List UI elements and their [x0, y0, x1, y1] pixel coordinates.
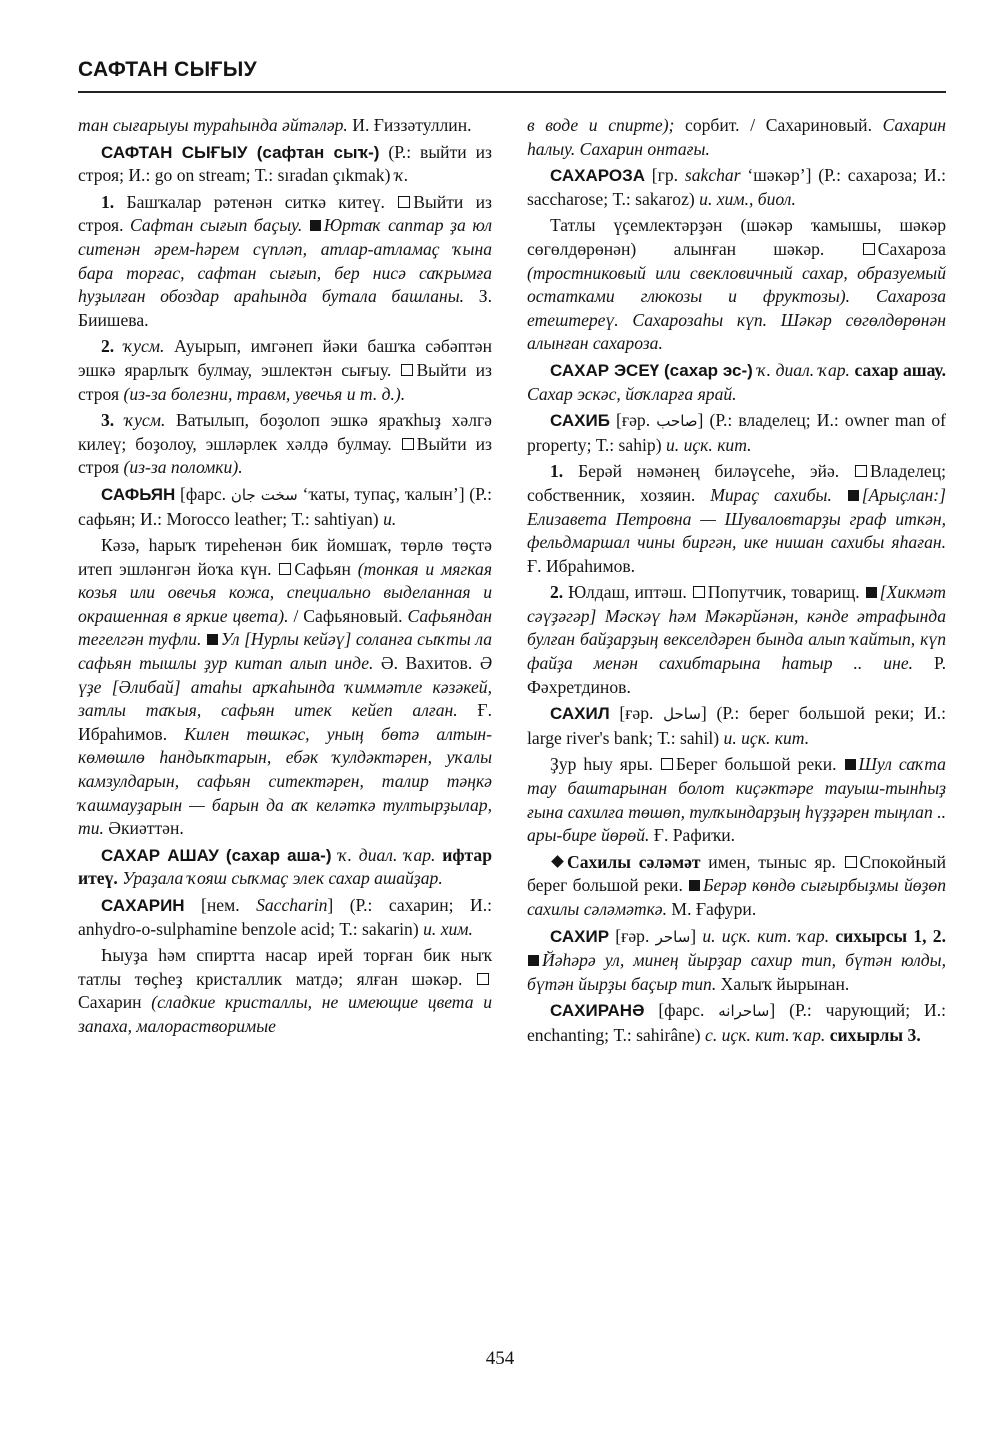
entry-sakhil: САХИЛ [ғәр. ساحل] (Р.: берег большой реки; И.: large river's bank; Т.: sahil) и. иҫк. кит.: [527, 703, 946, 748]
entry-continuation: тан сығарыуы тураһында әйтәләр. И. Ғиззәтуллин.: [78, 115, 472, 135]
definition-sakhil: Ҙур һыу яры. Берег большой реки. Шул саҡта тау баштарынан болот киҫәктәре тауыш-тынһыҙ ғына сахилға төшөп, тулҡындарҙың һүҙҙәрен тыңлап .. ары-бире йөрөй. Ғ. Рафиҡи.: [527, 754, 946, 846]
hollow-square-icon: [402, 438, 414, 450]
headword: САХАР ЭСЕҮ (сахар эс-): [550, 360, 753, 380]
definition-sakharoza: Татлы үҫемлектәрҙән (шәкәр ҡамышы, шәкәр сөгөлдөрөнән) алынған шәкәр. Сахароза (тростниковый или свекловичный сахар, образуемый остатками глюкозы и фруктозы). Сахароза етештереү. Сахарозаһы күп. Шәкәр сөгөлдөрөнән алынған сахароза.: [527, 215, 946, 354]
hollow-square-icon: [279, 563, 291, 575]
entry-sakhir: САХИР [ғәр. ساحر] и. иҫк. кит. ҡар. сихырсы 1, 2. Йәһәрә ул, минең йырҙар сахир тип, бүтән юлды, бүтән йырҙы баҫыр тип. Халыҡ йырынан.: [527, 925, 946, 994]
hollow-square-icon: [845, 856, 857, 868]
running-head: САФТАН СЫҒЫУ: [78, 58, 257, 81]
arabic-etymon: ساحرانه: [718, 1002, 770, 1021]
filled-square-icon: [866, 587, 877, 598]
page-number: 454: [485, 1348, 515, 1369]
phrase-sakhily-salamat: Сахилы сәләмәт имен, тыныс яр. Спокойный берег большой реки. Берәр көндө сығырбыҙмы йөҙөп сахилы сәләмәткә. М. Ғафури.: [527, 851, 946, 919]
definition-sakharin: Һыуҙа һәм спиртта насар ирей торған бик ныҡ татлы төҫһеҙ кристаллик матдә; ялған шәкәр. Сахарин (сладкие кристаллы, не имеющие цвета и запаха, малорастворимые: [78, 945, 492, 1036]
header-rule: [78, 91, 946, 93]
definition-continuation: в воде и спирте); сорбит. / Сахариновый. Сахарин һалыу. Сахарин онтағы.: [527, 115, 946, 159]
hollow-square-icon: [863, 243, 875, 255]
entry-sakharin: САХАРИН [нем. Saccharin] (Р.: сахарин; И.: anhydro-o-sulphamine benzole acid; Т.: sakarin) и. хим.: [78, 895, 492, 939]
sense-1: 1. Берәй нәмәнең биләүсеһе, эйә. Владелец; собственник, хозяин. Мираҫ сахибы. [Арыҫлан:] Елизавета Петровна — Шуваловтарҙы граф иткән, фельдмаршал чины биргән, ике нишан сахибы яһаған. Ғ. Ибраһимов.: [527, 461, 946, 576]
hollow-square-icon: [693, 586, 705, 598]
sense-1: 1. Башҡалар рәтенән ситкә китеү. Выйти из строя. Сафтан сығып баҫыу. Юртаҡ саптар ҙа юл ситенән әрем-һәрем сүпләп, атлар-атламаҫ ҡына бара торғас, сафтан сығып, бер нисә саҡрымға һуҙылған обоздар араһында бутала башланы. З. Биишева.: [78, 191, 493, 330]
headword: САФТАН СЫҒЫУ (сафтан сыҡ-): [101, 142, 380, 162]
entry-safyan: САФЬЯН [фарс. سخت جان ‘ҡаты, тупаҫ, ҡалын’] (Р.: сафьян; И.: Morocco leather; Т.: sahtiyan) и.: [78, 483, 493, 529]
filled-square-icon: [845, 759, 856, 770]
filled-square-icon: [689, 880, 700, 891]
entry-sakhar-ashau: САХАР АШАУ (сахар аша-) ҡ. диал. ҡар. ифтар итеү. Ураҙала ҡояш сыҡмаҫ элек сахар ашайҙар.: [78, 844, 492, 889]
left-column: [78, 114, 492, 1042]
entry-sakhirana: САХИРАНӘ [фарс. ساحرانه] (Р.: чарующий; И.: enchanting; Т.: sahirâne) с. иҫк. кит. ҡар. сихырлы 3.: [527, 1000, 946, 1045]
hollow-square-icon: [401, 364, 413, 376]
sense-2: 2. Юлдаш, иптәш. Попутчик, товарищ. [Хикмәт сәүҙәгәр] Мәскәү һәм Мәкәрйәнән, кәнде әтрафында булған байҙарҙың векселдәрен бында алып ҡайтып, күп файҙа менән сахибтарына һатыр .. ине. Р. Фәхретдинов.: [527, 582, 946, 697]
entry-sakharoza: САХАРОЗА [гр. sakchar ‘шәкәр’] (Р.: сахароза; И.: saccharose; Т.: sakaroz) и. хим., биол.: [527, 165, 946, 209]
arabic-etymon: صاحب: [656, 412, 698, 431]
hollow-square-icon: [398, 196, 410, 208]
right-column: [527, 114, 946, 1051]
sense-2: 2. ҡусм. Ауырып, имгәнеп йәки башҡа сәбәптән эшкә ярарлыҡ булмау, эшлектән сығыу. Выйти из строя (из-за болезни, травм, увечья и т. д.).: [78, 336, 492, 404]
entry-saftan-syghyu: САФТАН СЫҒЫУ (сафтан сыҡ-) (Р.: выйти из строя; И.: go on stream; Т.: sıradan çıkmak) ҡ.: [78, 141, 492, 186]
entry-sakhar-eseu: САХАР ЭСЕҮ (сахар эс-) ҡ. диал. ҡар. сахар ашау. Сахар эскәс, йоҡларға ярай.: [527, 359, 946, 404]
headword: САХИРАНӘ: [550, 1001, 645, 1021]
sense-3: 3. ҡусм. Ватылып, боҙолоп эшкә яраҡһыҙ хәлгә килеү; боҙолоу, эшләрлек хәлдә булмау. Выйти из строя (из-за поломки).: [78, 410, 492, 478]
filled-square-icon: [310, 220, 321, 231]
headword: САХИБ: [550, 411, 610, 431]
arabic-etymon: ساحر: [655, 927, 691, 946]
definition-safyan: Кәзә, һарыҡ тиреһенән бик йомшаҡ, төрлө төҫтә итеп эшләнгән йоҡа күн. Сафьян (тонкая и мягкая козья или овечья кожа, специально выделанная и окрашенная в яркие цвета). / Сафьяновый. Сафьяндан тегелгән туфли. Ул [Нурлы кейәү] соланға сыҡты ла сафьян тышлы ҙур китап алып инде. Ә. Вахитов. Ә үҙе [Әлибай] атаһы арҡаһында ҡиммәтле кәзәкей, затлы таҡыя, сафьян итек кейеп алған. Ғ. Ибраһимов. Килен төшкәс, уның бөтә алтын-көмөшлө һандыҡтарын, ебәк ҡулдәктәрен, уҡалы камзулдарын, сафьян ситектәрен, талир тәңкә ҡашмауҙарын — барын да аҡ келәткә тултырҙылар, ти. Әкиәттән.: [78, 535, 493, 839]
hollow-square-icon: [855, 465, 867, 477]
headword: САХИР: [550, 926, 610, 946]
headword: САФЬЯН: [101, 484, 176, 504]
hollow-square-icon: [661, 758, 673, 770]
headword: САХАРОЗА: [550, 166, 646, 186]
filled-square-icon: [207, 634, 218, 645]
headword: САХАРИН: [101, 896, 185, 915]
arabic-etymon: ساحل: [663, 705, 701, 724]
arabic-etymon: سخت جان: [230, 485, 298, 504]
hollow-square-icon: [477, 973, 489, 985]
filled-square-icon: [848, 490, 859, 501]
headword: САХАР АШАУ (сахар аша-): [101, 845, 332, 865]
filled-square-icon: [528, 955, 539, 966]
headword: САХИЛ: [550, 704, 610, 724]
diamond-icon: [551, 855, 564, 868]
entry-sakhib: САХИБ [ғәр. صاحب] (Р.: владелец; И.: owner man of property; Т.: sahip) и. иҫк. кит.: [527, 410, 946, 455]
